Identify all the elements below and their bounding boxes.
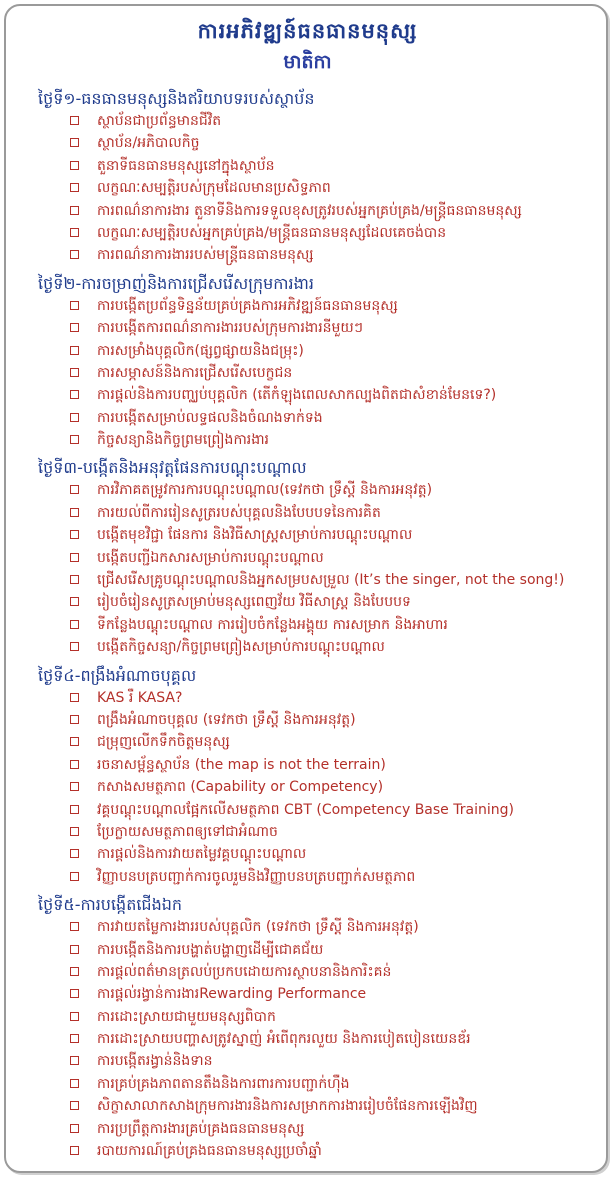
topic-item bbox=[70, 317, 603, 339]
topic-list bbox=[38, 479, 603, 658]
square-bullet-icon bbox=[70, 1034, 79, 1043]
topic-item bbox=[70, 200, 603, 222]
square-bullet-icon bbox=[70, 693, 79, 702]
day-section-title: ថ្ងៃទី៤-ពង្រឹងអំណាចបុគ្គល bbox=[38, 665, 197, 685]
topic-text: ការគ្រប់គ្រងភាពតានតឹងនិងការពារការបញ្ជាក់ហ៊ឺង bbox=[97, 1075, 350, 1092]
topic-item bbox=[70, 1118, 603, 1140]
topic-item bbox=[70, 636, 603, 658]
square-bullet-icon bbox=[70, 575, 79, 584]
topic-text: បង្កើតកិច្ចសន្យា/កិច្ចព្រមព្រៀងសម្រាប់ការបណ្តុះបណ្តាល bbox=[97, 639, 385, 656]
square-bullet-icon bbox=[70, 508, 79, 517]
page-title: ការអភិវឌ្ឍន៍ធនធានមនុស្ស bbox=[197, 19, 418, 43]
topic-item bbox=[70, 687, 603, 709]
topic-item bbox=[70, 939, 603, 961]
square-bullet-icon bbox=[70, 805, 79, 814]
square-bullet-icon bbox=[70, 989, 79, 998]
topic-item bbox=[70, 177, 603, 199]
day-section-title: ថ្ងៃទី២-ការចម្រាញ់និងការជ្រើសរើសក្រុមការងារ bbox=[38, 273, 314, 293]
topic-text: របាយការណ៍គ្រប់គ្រងធនធានមនុស្សប្រចាំឆ្នាំ bbox=[97, 1143, 322, 1160]
day-section-2 bbox=[38, 273, 603, 458]
topic-text: ប្រែក្លាយសមត្ថភាពឲ្យទៅជាអំណាច bbox=[97, 823, 278, 840]
square-bullet-icon bbox=[70, 368, 79, 377]
topic-item bbox=[70, 821, 603, 843]
square-bullet-icon bbox=[70, 161, 79, 170]
topic-text: ការបង្កើតការពណ៌នាការងាររបស់ក្រុមការងារនីមួយៗ bbox=[97, 320, 363, 337]
square-bullet-icon bbox=[70, 1146, 79, 1155]
square-bullet-icon bbox=[70, 1012, 79, 1021]
topic-list bbox=[38, 916, 603, 1162]
day-section-4 bbox=[38, 665, 603, 895]
topic-text: លក្ខណៈសម្បត្តិរបស់អ្នកគ្រប់គ្រង/មន្ត្រីធនធានមនុស្សដែលគេចង់បាន bbox=[97, 224, 447, 241]
topic-list bbox=[38, 110, 603, 267]
square-bullet-icon bbox=[70, 872, 79, 881]
topic-text: ការវិភាគតម្រូវការការបណ្តុះបណ្តាល(ទេវកថា ទ្រឹស្តី និងការអនុវត្ត) bbox=[97, 482, 433, 499]
square-bullet-icon bbox=[70, 849, 79, 858]
topic-item bbox=[70, 754, 603, 776]
topic-item bbox=[70, 547, 603, 569]
topic-item bbox=[70, 961, 603, 983]
topic-text: តួនាទីធនធានមនុស្សនៅក្នុងស្ថាប័ន bbox=[97, 157, 275, 174]
square-bullet-icon bbox=[70, 206, 79, 215]
topic-text: ការផ្តល់ពត៌មានត្រលប់ប្រកបដោយការស្ថាបនានិងការិះគន់ bbox=[97, 963, 392, 980]
square-bullet-icon bbox=[70, 413, 79, 422]
topic-item bbox=[70, 524, 603, 546]
topic-text: ការដោះស្រាយបញ្ហាសត្រូវស្នាញ់ អំពើពុករលួយ និងការបៀតបៀនយេនឌ័រ bbox=[97, 1031, 471, 1048]
topic-text: ស្ថាប័នជាប្រព័ន្ធមានជីវិត bbox=[97, 113, 222, 129]
topic-item bbox=[70, 614, 603, 636]
topic-text: KAS រឺ KASA? bbox=[97, 689, 183, 706]
square-bullet-icon bbox=[70, 597, 79, 606]
topic-item bbox=[70, 866, 603, 888]
topic-text: ការបង្កើតប្រព័ន្ធទិន្នន័យគ្រប់គ្រងការអភិវឌ្ឍន៍ធនធានមនុស្ស bbox=[97, 297, 398, 314]
topic-item bbox=[70, 591, 603, 613]
day-section-3 bbox=[38, 457, 603, 664]
square-bullet-icon bbox=[70, 530, 79, 539]
topic-list bbox=[38, 295, 603, 452]
topic-text: សិក្ខាសាលាកសាងក្រុមការងារនិងការសម្រាកការងាររៀបចំផែនការឡើងវិញ bbox=[97, 1098, 478, 1115]
square-bullet-icon bbox=[70, 715, 79, 724]
topic-item bbox=[70, 110, 603, 132]
topic-item bbox=[70, 295, 603, 317]
day-section-title: ថ្ងៃទី៣-បង្កើតនិងអនុវត្តផែនការបណ្តុះបណ្តាល bbox=[38, 458, 307, 478]
square-bullet-icon bbox=[70, 782, 79, 791]
square-bullet-icon bbox=[70, 945, 79, 954]
topic-item bbox=[70, 132, 603, 154]
topic-item bbox=[70, 1028, 603, 1050]
topic-text: ទីកន្លែងបណ្តុះបណ្តាល ការរៀបចំកន្លែងអង្គុយ ការសម្រាក និងអាហារ bbox=[97, 616, 448, 633]
square-bullet-icon bbox=[70, 827, 79, 836]
square-bullet-icon bbox=[70, 642, 79, 651]
day-section-title: ថ្ងៃទី១-ធនធានមនុស្សនិងឥរិយាបទរបស់ស្ថាប័ន bbox=[38, 89, 315, 108]
topic-text: ការប្រព្រឹត្តការងារគ្រប់គ្រងធនធានមនុស្ស bbox=[97, 1120, 305, 1137]
topic-item bbox=[70, 1095, 603, 1117]
topic-item bbox=[70, 1050, 603, 1072]
topic-text: លក្ខណៈសម្បត្តិរបស់ក្រុមដែលមានប្រសិទ្ធភាព bbox=[97, 180, 331, 197]
day-section-title: ថ្ងៃទី៥-ការបង្កើតជើងឯក bbox=[38, 895, 183, 915]
topic-item bbox=[70, 709, 603, 731]
topic-text: ការសម្រាំងបុគ្គលិក(ផ្សព្វផ្សាយនិងជម្រុះ) bbox=[97, 342, 304, 359]
topic-item bbox=[70, 362, 603, 384]
square-bullet-icon bbox=[70, 620, 79, 629]
topic-text: កិច្ចសន្យានិងកិច្ចព្រមព្រៀងការងារ bbox=[97, 432, 269, 449]
topic-item bbox=[70, 222, 603, 244]
topic-text: ការផ្តល់និងការវាយតម្លៃវគ្គបណ្តុះបណ្តាល bbox=[97, 846, 307, 863]
topic-text: ការសម្ភាសន៍និងការជ្រើសរើសបេក្ខជន bbox=[97, 364, 293, 381]
topic-item bbox=[70, 916, 603, 938]
page-subtitle: មាតិកា bbox=[283, 51, 332, 73]
topic-item bbox=[70, 340, 603, 362]
topic-text: ការបង្កើតនិងការបង្ហាត់បង្ហាញដើម្បីជោគជ័យ bbox=[97, 941, 324, 958]
square-bullet-icon bbox=[70, 1056, 79, 1065]
topic-text: ការដោះស្រាយជាមួយមនុស្សពិបាក bbox=[97, 1008, 276, 1025]
topic-item bbox=[70, 983, 603, 1005]
square-bullet-icon bbox=[70, 346, 79, 355]
square-bullet-icon bbox=[70, 116, 79, 125]
square-bullet-icon bbox=[70, 228, 79, 237]
topic-item bbox=[70, 429, 603, 451]
topic-item bbox=[70, 1140, 603, 1162]
square-bullet-icon bbox=[70, 435, 79, 444]
topic-item bbox=[70, 843, 603, 865]
topic-text: ការបង្កើតរង្វាន់និងទាន bbox=[97, 1053, 213, 1070]
topic-item bbox=[70, 479, 603, 501]
square-bullet-icon bbox=[70, 301, 79, 310]
topic-item bbox=[70, 1006, 603, 1028]
square-bullet-icon bbox=[70, 183, 79, 192]
square-bullet-icon bbox=[70, 1124, 79, 1133]
topic-item bbox=[70, 569, 603, 591]
day-section-5 bbox=[38, 894, 603, 1162]
topic-text: ការផ្តល់និងការបញ្ឈប់បុគ្គលិក (តើកំឡុងពេលសាកល្បងពិតជាសំខាន់មែនទេ?) bbox=[97, 387, 497, 404]
square-bullet-icon bbox=[70, 967, 79, 976]
topic-item bbox=[70, 244, 603, 266]
table-of-contents bbox=[38, 88, 603, 1162]
topic-text: កសាងសមត្ថភាព (Capability or Competency) bbox=[97, 779, 384, 796]
topic-text: ការវាយតម្លៃការងាររបស់បុគ្គលិក (ទេវកថា ទ្រឹស្តី និងការអនុវត្ត) bbox=[97, 919, 419, 936]
topic-text: បង្កើតបញ្ជីឯកសារសម្រាប់ការបណ្តុះបណ្តាល bbox=[97, 549, 324, 566]
square-bullet-icon bbox=[70, 485, 79, 494]
square-bullet-icon bbox=[70, 390, 79, 399]
topic-item bbox=[70, 731, 603, 753]
square-bullet-icon bbox=[70, 323, 79, 332]
topic-item bbox=[70, 776, 603, 798]
topic-list bbox=[38, 687, 603, 889]
day-section-1 bbox=[38, 88, 603, 273]
topic-item bbox=[70, 155, 603, 177]
topic-text: វិញ្ញាបនបត្របញ្ជាក់ការចូលរួមនិងវិញ្ញាបនបត្របញ្ជាក់សមត្ថភាព bbox=[97, 868, 416, 885]
topic-text: ការបង្កើតសម្រាប់លទ្ធផលនិងចំណងទាក់ទង bbox=[97, 409, 323, 426]
topic-text: ការពណ៌នាការងារ តួនាទីនិងការទទួលខុសត្រូវរបស់អ្នកគ្រប់គ្រង/មន្ត្រីធនធានមនុស្ស bbox=[97, 202, 522, 219]
topic-text: ស្ថាប័ន/អភិបាលកិច្ច bbox=[97, 135, 200, 152]
topic-text: ជម្រុញលើកទឹកចិត្តមនុស្ស bbox=[97, 734, 230, 751]
topic-item bbox=[70, 384, 603, 406]
square-bullet-icon bbox=[70, 138, 79, 147]
topic-text: ការយល់ពីការរៀនសូត្ររបស់បុគ្គលនិងបែបបទនៃការគិត bbox=[97, 504, 381, 521]
square-bullet-icon bbox=[70, 737, 79, 746]
square-bullet-icon bbox=[70, 1079, 79, 1088]
topic-item bbox=[70, 1073, 603, 1095]
topic-item bbox=[70, 407, 603, 429]
square-bullet-icon bbox=[70, 922, 79, 931]
topic-text: រៀបចំរៀនសូត្រសម្រាប់មនុស្សពេញវ័យ វិធីសាស្ត្រ និងបែបបទ bbox=[97, 594, 411, 611]
topic-text: ការពណ៌នាការងាររបស់មន្ត្រីធនធានមនុស្ស bbox=[97, 247, 314, 264]
topic-text: ពង្រឹងអំណាចបុគ្គល (ទេវកថា ទ្រឹស្តី និងការអនុវត្ត) bbox=[97, 711, 356, 728]
topic-text: ជ្រើសរើសគ្រូបណ្តុះបណ្តាលនិងអ្នកសម្របសម្រួល (It’s the singer, not the song!) bbox=[97, 572, 565, 589]
square-bullet-icon bbox=[70, 250, 79, 259]
square-bullet-icon bbox=[70, 553, 79, 562]
topic-item bbox=[70, 799, 603, 821]
square-bullet-icon bbox=[70, 760, 79, 769]
topic-text: រចនាសម្ព័ន្ធស្ថាប័ន (the map is not the terrain) bbox=[97, 756, 386, 773]
topic-text: បង្កើតមុខវិជ្ជា ផែនការ និងវិធីសាស្ត្រសម្រាប់ការបណ្តុះបណ្តាល bbox=[97, 527, 413, 544]
square-bullet-icon bbox=[70, 1101, 79, 1110]
topic-text: វគ្គបណ្តុះបណ្តាលផ្អែកលើសមត្ថភាព CBT (Competency Base Training) bbox=[97, 801, 514, 818]
topic-text: ការផ្តល់រង្វាន់ការងារRewarding Performance bbox=[97, 986, 367, 1003]
topic-item bbox=[70, 502, 603, 524]
